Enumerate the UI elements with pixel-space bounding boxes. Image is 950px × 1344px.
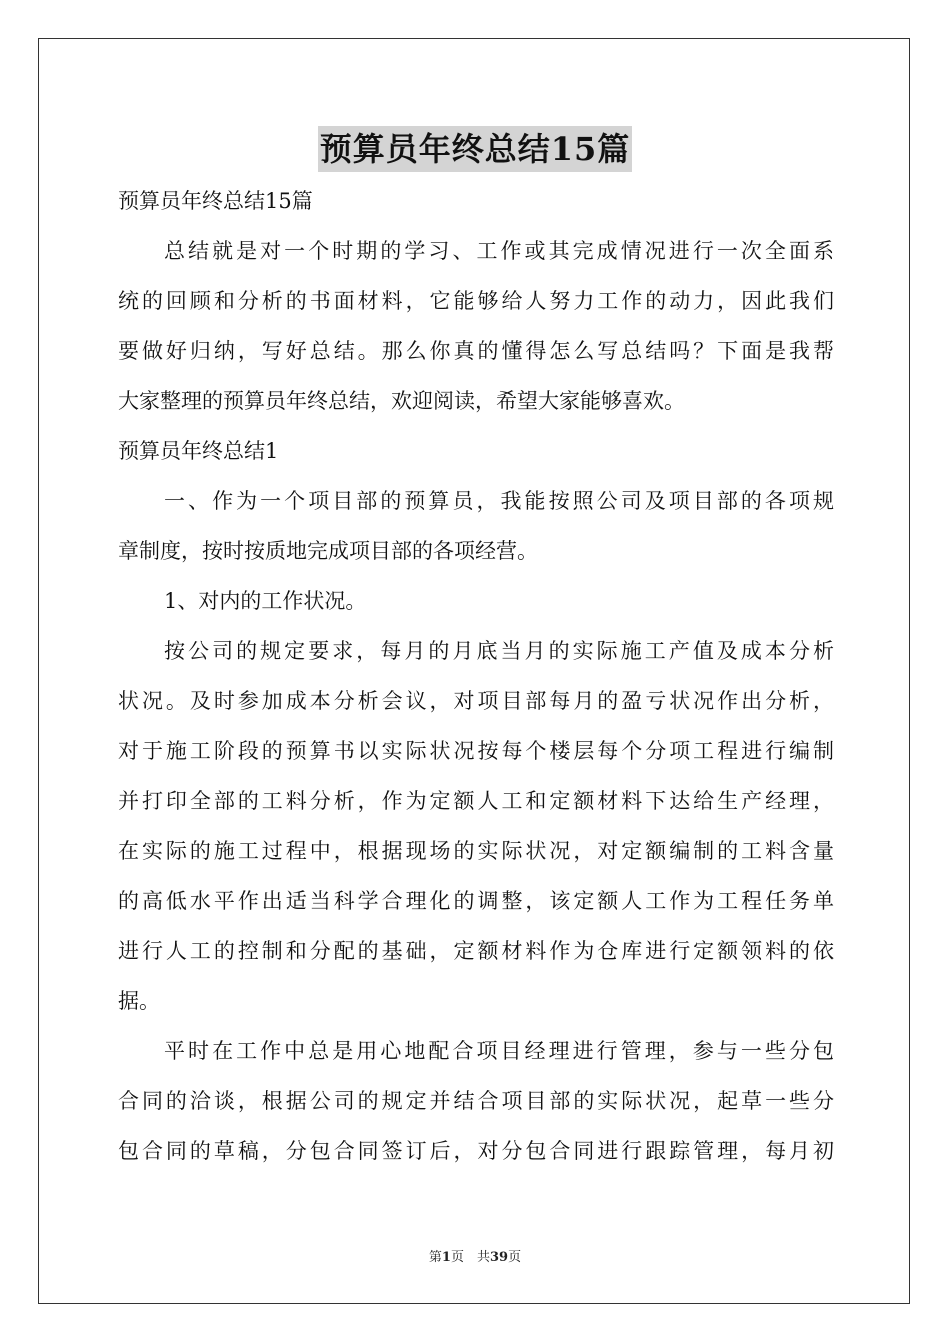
total-page-number: 39	[489, 1250, 509, 1265]
title-container	[0, 126, 950, 172]
footer-mid: 页 共	[450, 1250, 490, 1265]
intro-line: 要做好归纳，写好总结。那么你真的懂得怎么写总结吗？下面是我帮	[118, 339, 834, 363]
paragraph-line: 对于施工阶段的预算书以实际状况按每个楼层每个分项工程进行编制	[118, 739, 834, 763]
page-footer	[0, 1246, 950, 1265]
paragraph-line: 章制度，按时按质地完成项目部的各项经营。	[118, 539, 538, 563]
current-page-number: 1	[441, 1250, 451, 1265]
subtitle: 预算员年终总结15篇	[118, 189, 313, 213]
section-heading: 预算员年终总结1	[118, 439, 279, 463]
paragraph-line: 据。	[118, 989, 160, 1013]
document-body	[118, 176, 834, 1176]
paragraph-line: 平时在工作中总是用心地配合项目经理进行管理，参与一些分包	[164, 1039, 834, 1063]
paragraph-line: 按公司的规定要求，每月的月底当月的实际施工产值及成本分析	[164, 639, 834, 663]
paragraph-line: 进行人工的控制和分配的基础，定额材料作为仓库进行定额领料的依	[118, 939, 834, 963]
paragraph-line: 在实际的施工过程中，根据现场的实际状况，对定额编制的工料含量	[118, 839, 834, 863]
footer-suffix: 页	[508, 1250, 522, 1265]
paragraph-line: 合同的洽谈，根据公司的规定并结合项目部的实际状况，起草一些分	[118, 1089, 834, 1113]
intro-line: 总结就是对一个时期的学习、工作或其完成情况进行一次全面系	[164, 239, 834, 263]
paragraph-line: 状况。及时参加成本分析会议，对项目部每月的盈亏状况作出分析，	[118, 689, 834, 713]
intro-line: 统的回顾和分析的书面材料，它能够给人努力工作的动力，因此我们	[118, 289, 834, 313]
footer-prefix: 第	[428, 1250, 442, 1265]
paragraph-line: 一、作为一个项目部的预算员，我能按照公司及项目部的各项规	[164, 489, 834, 513]
paragraph-line: 的高低水平作出适当科学合理化的调整，该定额人工作为工程任务单	[118, 889, 834, 913]
list-item-heading: 1、对内的工作状况。	[164, 589, 367, 613]
document-title: 预算员年终总结15篇	[318, 126, 633, 172]
paragraph-line: 并打印全部的工料分析，作为定额人工和定额材料下达给生产经理，	[118, 789, 834, 813]
intro-line: 大家整理的预算员年终总结，欢迎阅读，希望大家能够喜欢。	[118, 389, 685, 413]
paragraph-line: 包合同的草稿，分包合同签订后，对分包合同进行跟踪管理，每月初	[118, 1139, 834, 1163]
